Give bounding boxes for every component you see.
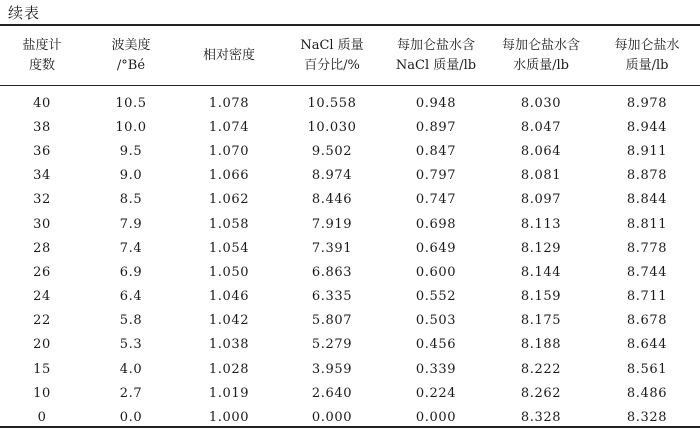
table-cell: 5.807 (311, 313, 353, 329)
table-cell: 8.811 (626, 216, 668, 232)
table-cell: 38 (33, 119, 51, 135)
table-cell: 8.047 (520, 119, 562, 135)
table-row (0, 285, 700, 309)
table-cell: 20 (33, 337, 51, 353)
table-cell: 10.0 (115, 119, 147, 135)
table-cell: 8.328 (520, 410, 562, 426)
table-cell: 8.974 (311, 168, 353, 184)
table-row (0, 333, 700, 357)
table-cell: 1.028 (208, 361, 250, 377)
table-row (0, 381, 700, 405)
table-row (0, 85, 700, 115)
col-header-baume: 波美度 /°Bé (111, 37, 151, 73)
table-cell: 10 (33, 385, 51, 401)
table-cell: 8.711 (626, 289, 668, 305)
table-cell: 36 (33, 143, 51, 159)
table-cell: 1.046 (208, 289, 250, 305)
table-cell: 1.000 (208, 410, 250, 426)
table-cell: 1.058 (208, 216, 250, 232)
table-row (0, 212, 700, 236)
table-cell: 8.911 (626, 143, 668, 159)
table-cell: 8.064 (520, 143, 562, 159)
table-row (0, 236, 700, 260)
table-cell: 8.844 (626, 192, 668, 208)
table-cell: 8.446 (311, 192, 353, 208)
table-cell: 8.129 (520, 240, 562, 256)
table-cell: 0.847 (415, 143, 457, 159)
table-cell: 2.7 (119, 385, 143, 401)
table-cell: 8.159 (520, 289, 562, 305)
table-cell: 0.600 (415, 264, 457, 280)
table-cell: 3.959 (311, 361, 353, 377)
table-row (0, 115, 700, 139)
table-cell: 9.502 (311, 143, 353, 159)
table-cell: 8.222 (520, 361, 562, 377)
table-cell: 8.030 (520, 95, 562, 111)
table-cell: 30 (33, 216, 51, 232)
col-header-brine-mass-per-gallon: 每加仑盐水 质量/lb (614, 37, 680, 73)
table-cell: 5.8 (119, 313, 143, 329)
table-cell: 8.744 (626, 264, 668, 280)
table-body (0, 85, 700, 430)
table-row (0, 139, 700, 163)
table-cell: 1.054 (208, 240, 250, 256)
table-cell: 8.081 (520, 168, 562, 184)
table-cell: 1.050 (208, 264, 250, 280)
col-header-relative-density: 相对密度 (202, 47, 255, 63)
table-cell: 0.897 (415, 119, 457, 135)
table-cell: 24 (33, 289, 51, 305)
table-cell: 8.328 (626, 410, 668, 426)
table-cell: 0.698 (415, 216, 457, 232)
table-cell: 8.878 (626, 168, 668, 184)
table-cell: 8.561 (626, 361, 668, 377)
table-cell: 8.188 (520, 337, 562, 353)
table-cell: 0.000 (311, 410, 353, 426)
table-cell: 28 (33, 240, 51, 256)
table-caption: 续表 (8, 4, 41, 22)
table-cell: 9.0 (119, 168, 143, 184)
col-header-salinometer: 盐度计 度数 (22, 37, 62, 73)
table-cell: 8.175 (520, 313, 562, 329)
table-cell: 8.113 (520, 216, 562, 232)
table-cell: 8.5 (119, 192, 143, 208)
table-cell: 9.5 (119, 143, 143, 159)
table-cell: 0.649 (415, 240, 457, 256)
table-cell: 10.5 (115, 95, 147, 111)
table-cell: 1.019 (208, 385, 250, 401)
table-cell: 7.919 (311, 216, 353, 232)
table-cell: 8.778 (626, 240, 668, 256)
table-cell: 7.391 (311, 240, 353, 256)
table-cell: 7.4 (119, 240, 143, 256)
table-row (0, 309, 700, 333)
table-cell: 0.0 (119, 410, 143, 426)
table-cell: 7.9 (119, 216, 143, 232)
table-cell: 1.062 (208, 192, 250, 208)
brine-data-table (0, 26, 700, 430)
table-cell: 6.335 (311, 289, 353, 305)
table-cell: 8.644 (626, 337, 668, 353)
table-cell: 0.747 (415, 192, 457, 208)
table-cell: 10.030 (307, 119, 357, 135)
table-cell: 6.9 (119, 264, 143, 280)
table-row (0, 357, 700, 381)
table-cell: 6.4 (119, 289, 143, 305)
table-cell: 22 (33, 313, 51, 329)
table-cell: 0.503 (415, 313, 457, 329)
table-cell: 1.070 (208, 143, 250, 159)
table-cell: 34 (33, 168, 51, 184)
table-cell: 8.097 (520, 192, 562, 208)
table-cell: 0.224 (415, 385, 457, 401)
table-cell: 8.262 (520, 385, 562, 401)
table-cell: 8.486 (626, 385, 668, 401)
table-cell: 8.978 (626, 95, 668, 111)
table-cell: 1.042 (208, 313, 250, 329)
table-cell: 4.0 (119, 361, 143, 377)
col-header-nacl-per-gallon: 每加仑盐水含 NaCl 质量/lb (395, 37, 477, 73)
table-cell: 10.558 (307, 95, 357, 111)
table-row (0, 164, 700, 188)
table-cell: 0.948 (415, 95, 457, 111)
table-cell: 6.863 (311, 264, 353, 280)
table-cell: 0.339 (415, 361, 457, 377)
table-cell: 8.944 (626, 119, 668, 135)
col-header-nacl-percent: NaCl 质量 百分比/% (300, 37, 364, 73)
table-cell: 0 (37, 410, 47, 426)
col-header-water-per-gallon: 每加仑盐水含 水质量/lb (501, 37, 580, 73)
table-cell: 40 (33, 95, 51, 111)
table-cell: 5.279 (311, 337, 353, 353)
table-cell: 32 (33, 192, 51, 208)
table-cell: 8.144 (520, 264, 562, 280)
table-cell: 0.456 (415, 337, 457, 353)
table-cell: 1.078 (208, 95, 250, 111)
table-cell: 0.797 (415, 168, 457, 184)
table-cell: 8.678 (626, 313, 668, 329)
table-cell: 2.640 (311, 385, 353, 401)
table-cell: 0.552 (415, 289, 457, 305)
table-cell: 0.000 (415, 410, 457, 426)
table-row (0, 405, 700, 429)
table-cell: 1.066 (208, 168, 250, 184)
table-cell: 1.038 (208, 337, 250, 353)
table-cell: 5.3 (119, 337, 143, 353)
table-row (0, 260, 700, 284)
table-cell: 26 (33, 264, 51, 280)
table-cell: 1.074 (208, 119, 250, 135)
table-header-row (0, 26, 700, 85)
table-row (0, 188, 700, 212)
table-cell: 15 (33, 361, 51, 377)
